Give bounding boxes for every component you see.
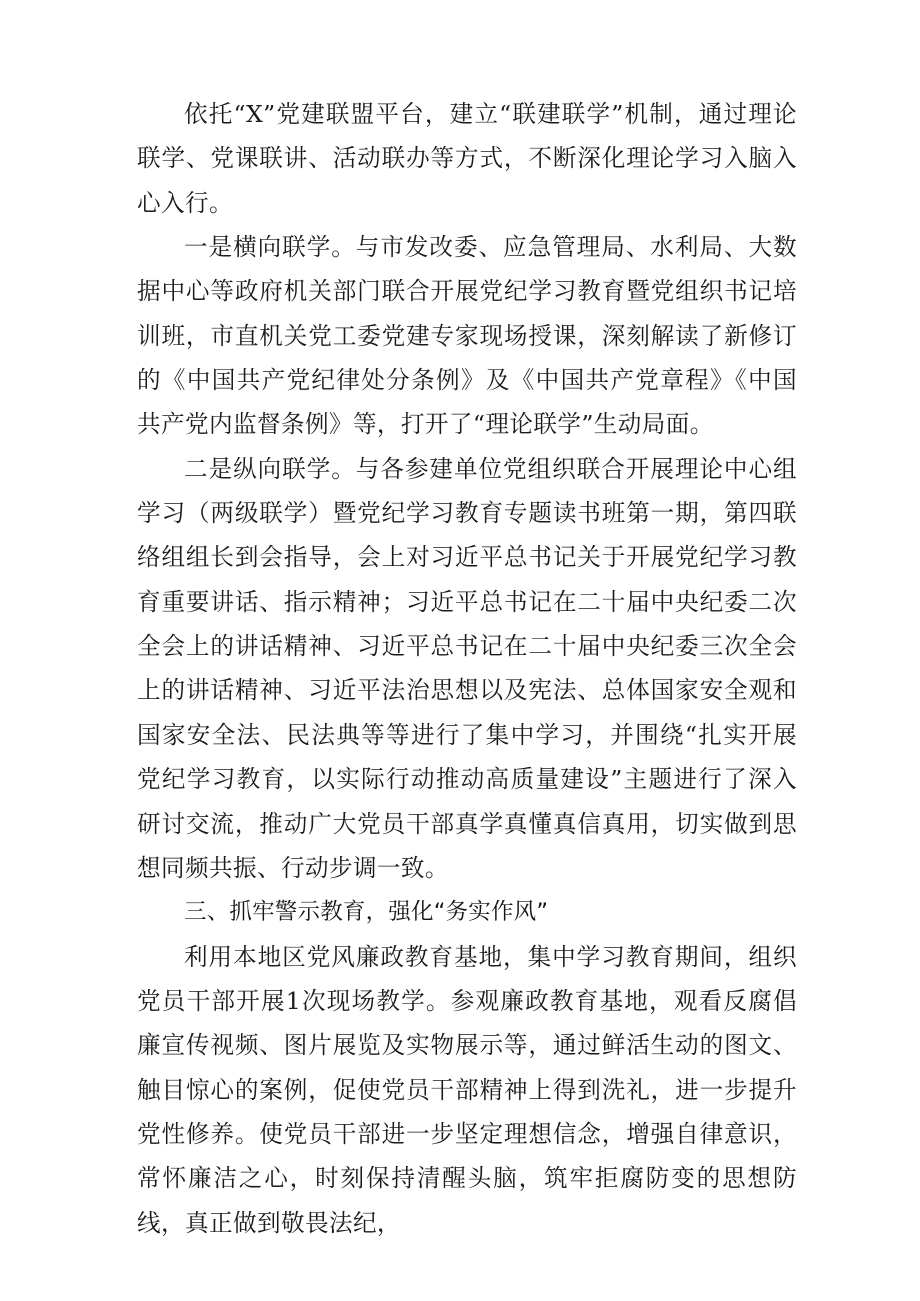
intro-paragraph: 依托“X”党建联盟平台，建立“联建联学”机制，通过理论联学、党课联讲、活动联办等方式，不断深化理论学习入脑入心入行。	[137, 100, 797, 217]
section-heading: 三、抓牢警示教育，强化“务实作风”	[184, 899, 549, 926]
vertical-study-paragraph: 二是纵向联学。与各参建单位党组织联合开展理论中心组学习（两级联学）暨党纪学习教育专题读书班第一期，第四联络组组长到会指导，会上对习近平总书记关于开展党纪学习教育重要讲话、指示精神；习近平总书记在二十届中央纪委二次全会上的讲话精神、习近平总书记在二十届中央纪委三次全会上的讲话精神、习近平法治思想以及宪法、总体国家安全观和国家安全法、民法典等等进行了集中学习，并围绕“扎实开展党纪学习教育，以实际行动推动高质量建设”主题进行了深入研讨交流，推动广大党员干部真学真懂真信真用，切实做到思想同频共振、行动步调一致。	[137, 454, 797, 882]
horizontal-study-paragraph: 一是横向联学。与市发改委、应急管理局、水利局、大数据中心等政府机关部门联合开展党纪学习教育暨党组织书记培训班，市直机关党工委党建专家现场授课，深刻解读了新修订的《中国共产党纪律处分条例》及《中国共产党章程》《中国共产党内监督条例》等，打开了“理论联学”生动局面。	[137, 233, 797, 439]
warning-education-paragraph: 利用本地区党风廉政教育基地，集中学习教育期间，组织党员干部开展1次现场教学。参观廉政教育基地，观看反腐倡廉宣传视频、图片展览及实物展示等，通过鲜活生动的图文、触目惊心的案例，促使党员干部精神上得到洗礼，进一步提升党性修养。使党员干部进一步坚定理想信念，增强自律意识，常怀廉洁之心，时刻保持清醒头脑，筑牢拒腐防变的思想防线，真正做到敬畏法纪，	[137, 942, 797, 1237]
document-page	[137, 92, 797, 1245]
